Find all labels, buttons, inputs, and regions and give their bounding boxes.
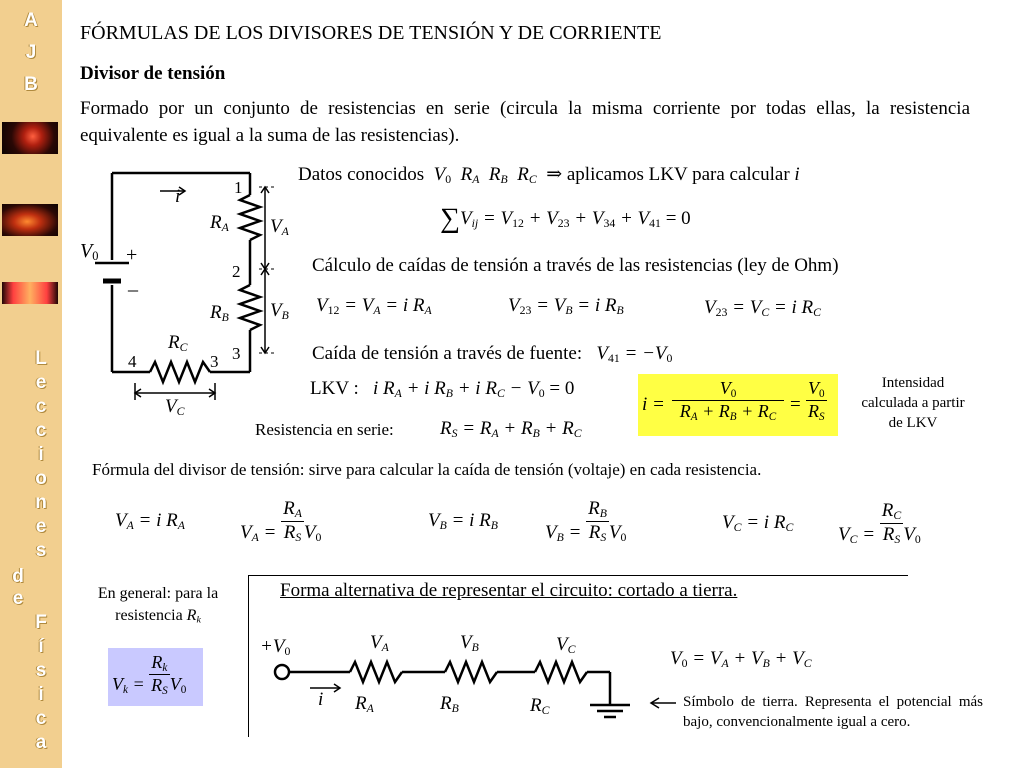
- node-label: 1: [234, 178, 243, 197]
- series-circuit-diagram: [75, 165, 305, 425]
- sidebar-letter: J: [25, 42, 37, 63]
- sidebar-letter: e: [35, 372, 47, 393]
- ohm-equation-c: $V_{23} = V_C = i$ $R_C$: [704, 297, 821, 319]
- vb-ohm: $V_B = i$ $R_B$: [428, 510, 498, 532]
- grounded-circuit-diagram: [270, 655, 650, 725]
- resistor-label: $R_B$: [210, 302, 229, 324]
- arrow-left-icon: [648, 696, 678, 710]
- divisor-formula-label: Fórmula del divisor de tensión: sirve para calcular la caída de tensión (voltaje) en cada resistencia.: [92, 460, 762, 479]
- general-formula-box: $V_k$ = $\frac{R_k}{R_S}$ $V_0$: [108, 648, 203, 706]
- minus-sign: _: [128, 272, 138, 294]
- sidebar-photo: [2, 122, 58, 154]
- sidebar-letter: o: [35, 468, 47, 489]
- v0-sum-equation: $V_0 = V_A + V_B + V_C$: [670, 648, 812, 670]
- sidebar-letter: s: [35, 540, 47, 561]
- vb-divisor: $V_B$ = $\frac{R_B}{R_S}$ $V_0$: [545, 498, 627, 544]
- v0-label: $+V_0$: [260, 636, 291, 658]
- resistor-label: $R_A$: [210, 212, 229, 234]
- voltage-label: $V_C$: [165, 396, 185, 418]
- sidebar-letter: B: [24, 74, 38, 95]
- vc-ohm: $V_C = i$ $R_C$: [722, 512, 794, 534]
- sidebar-photo: [2, 282, 58, 304]
- intensidad-note: Intensidad calculada a partir de LKV: [861, 375, 965, 431]
- sidebar-letter: c: [35, 708, 47, 729]
- intro-paragraph: Formado por un conjunto de resistencias en serie (circula la misma corriente por todas ellas, la resistencia equivalente es igual a la suma de las resistencias).: [80, 98, 970, 146]
- vb-label: $V_B$: [460, 632, 479, 654]
- sidebar-letter: c: [35, 396, 47, 417]
- section-title: Divisor de tensión: [80, 63, 226, 84]
- lkv-equation: LKV : i $R_A + i$ $R_B + i$ $R_C - V_0 = 0$: [310, 378, 575, 400]
- sidebar-letter: i: [38, 444, 44, 465]
- ohm-equation-a: $V_{12} = V_A = i$ $R_A$: [316, 295, 432, 317]
- ohm-equation-b: $V_{23} = V_B = i$ $R_B$: [508, 295, 624, 317]
- sidebar-letter: i: [38, 684, 44, 705]
- serie-label: Resistencia en serie:: [255, 420, 394, 439]
- vc-label: $V_C$: [556, 634, 576, 656]
- resistor-label: $R_C$: [168, 332, 188, 354]
- sidebar-letter: F: [35, 612, 47, 633]
- sidebar-letter: s: [35, 660, 47, 681]
- sidebar-letter: n: [35, 492, 47, 513]
- tierra-note: Símbolo de tierra. Representa el potencial más bajo, convencionalmente igual a cero.: [683, 694, 983, 730]
- fuente-line: Caída de tensión a través de fuente: $V_{41} = -V_0$: [312, 343, 673, 365]
- voltage-label: $V_B$: [270, 300, 289, 322]
- current-label: i: [318, 689, 324, 710]
- vc-divisor: $V_C$ = $\frac{R_C}{R_S}$ $V_0$: [838, 500, 921, 546]
- datos-line: Datos conocidos $V_0$ $R_A$ $R_B$ $R_C$ ⇒ aplicamos LKV para calcular i: [298, 164, 800, 186]
- sidebar-letter: c: [35, 420, 47, 441]
- sidebar-letter: L: [35, 348, 47, 369]
- node-label: 3: [210, 352, 219, 371]
- va-ohm: $V_A = i$ $R_A$: [115, 510, 185, 532]
- plus-sign: +: [126, 244, 138, 266]
- node-label: 4: [128, 352, 137, 371]
- va-label: $V_A$: [370, 632, 389, 654]
- sidebar-letter: a: [35, 732, 47, 753]
- current-formula-box: i = $\frac{V_0}{R_A + R_B + R_C}$ = $\frac{V_0}{R_S}$: [638, 374, 838, 436]
- rb-label: $R_B$: [440, 693, 459, 715]
- page-title: FÓRMULAS DE LOS DIVISORES DE TENSIÓN Y DE CORRIENTE: [80, 22, 662, 44]
- node-label: 3: [232, 344, 241, 363]
- source-label: $V_0$: [80, 240, 99, 264]
- ra-label: $R_A$: [355, 693, 374, 715]
- serie-equation: $R_S = R_A + R_B + R_C$: [440, 418, 582, 440]
- voltage-label: $V_A$: [270, 216, 289, 238]
- sidebar-letter: e: [12, 588, 24, 609]
- sidebar-letter: d: [12, 566, 24, 587]
- lkv-sum-equation: $\sum V_{ij} = V_{12} + V_{23} + V_{34} + V_{41} = 0$: [440, 203, 691, 234]
- divider: [248, 575, 249, 737]
- sidebar-letter: A: [24, 10, 38, 31]
- sidebar-photo: [2, 204, 58, 236]
- sidebar-letter: í: [38, 636, 44, 657]
- sidebar: [0, 0, 62, 768]
- current-label: i: [175, 186, 181, 207]
- alt-title: Forma alternativa de representar el circuito: cortado a tierra.: [280, 580, 738, 601]
- va-divisor: $V_A$ = $\frac{R_A}{R_S}$ $V_0$: [240, 498, 322, 544]
- node-label: 2: [232, 262, 241, 281]
- sidebar-letter: e: [35, 516, 47, 537]
- caidas-label: Cálculo de caídas de tensión a través de las resistencias (ley de Ohm): [312, 255, 839, 276]
- rc-label: $R_C$: [530, 695, 550, 717]
- divider: [248, 575, 908, 576]
- general-label: En general: para la resistencia $R_k$: [97, 585, 219, 626]
